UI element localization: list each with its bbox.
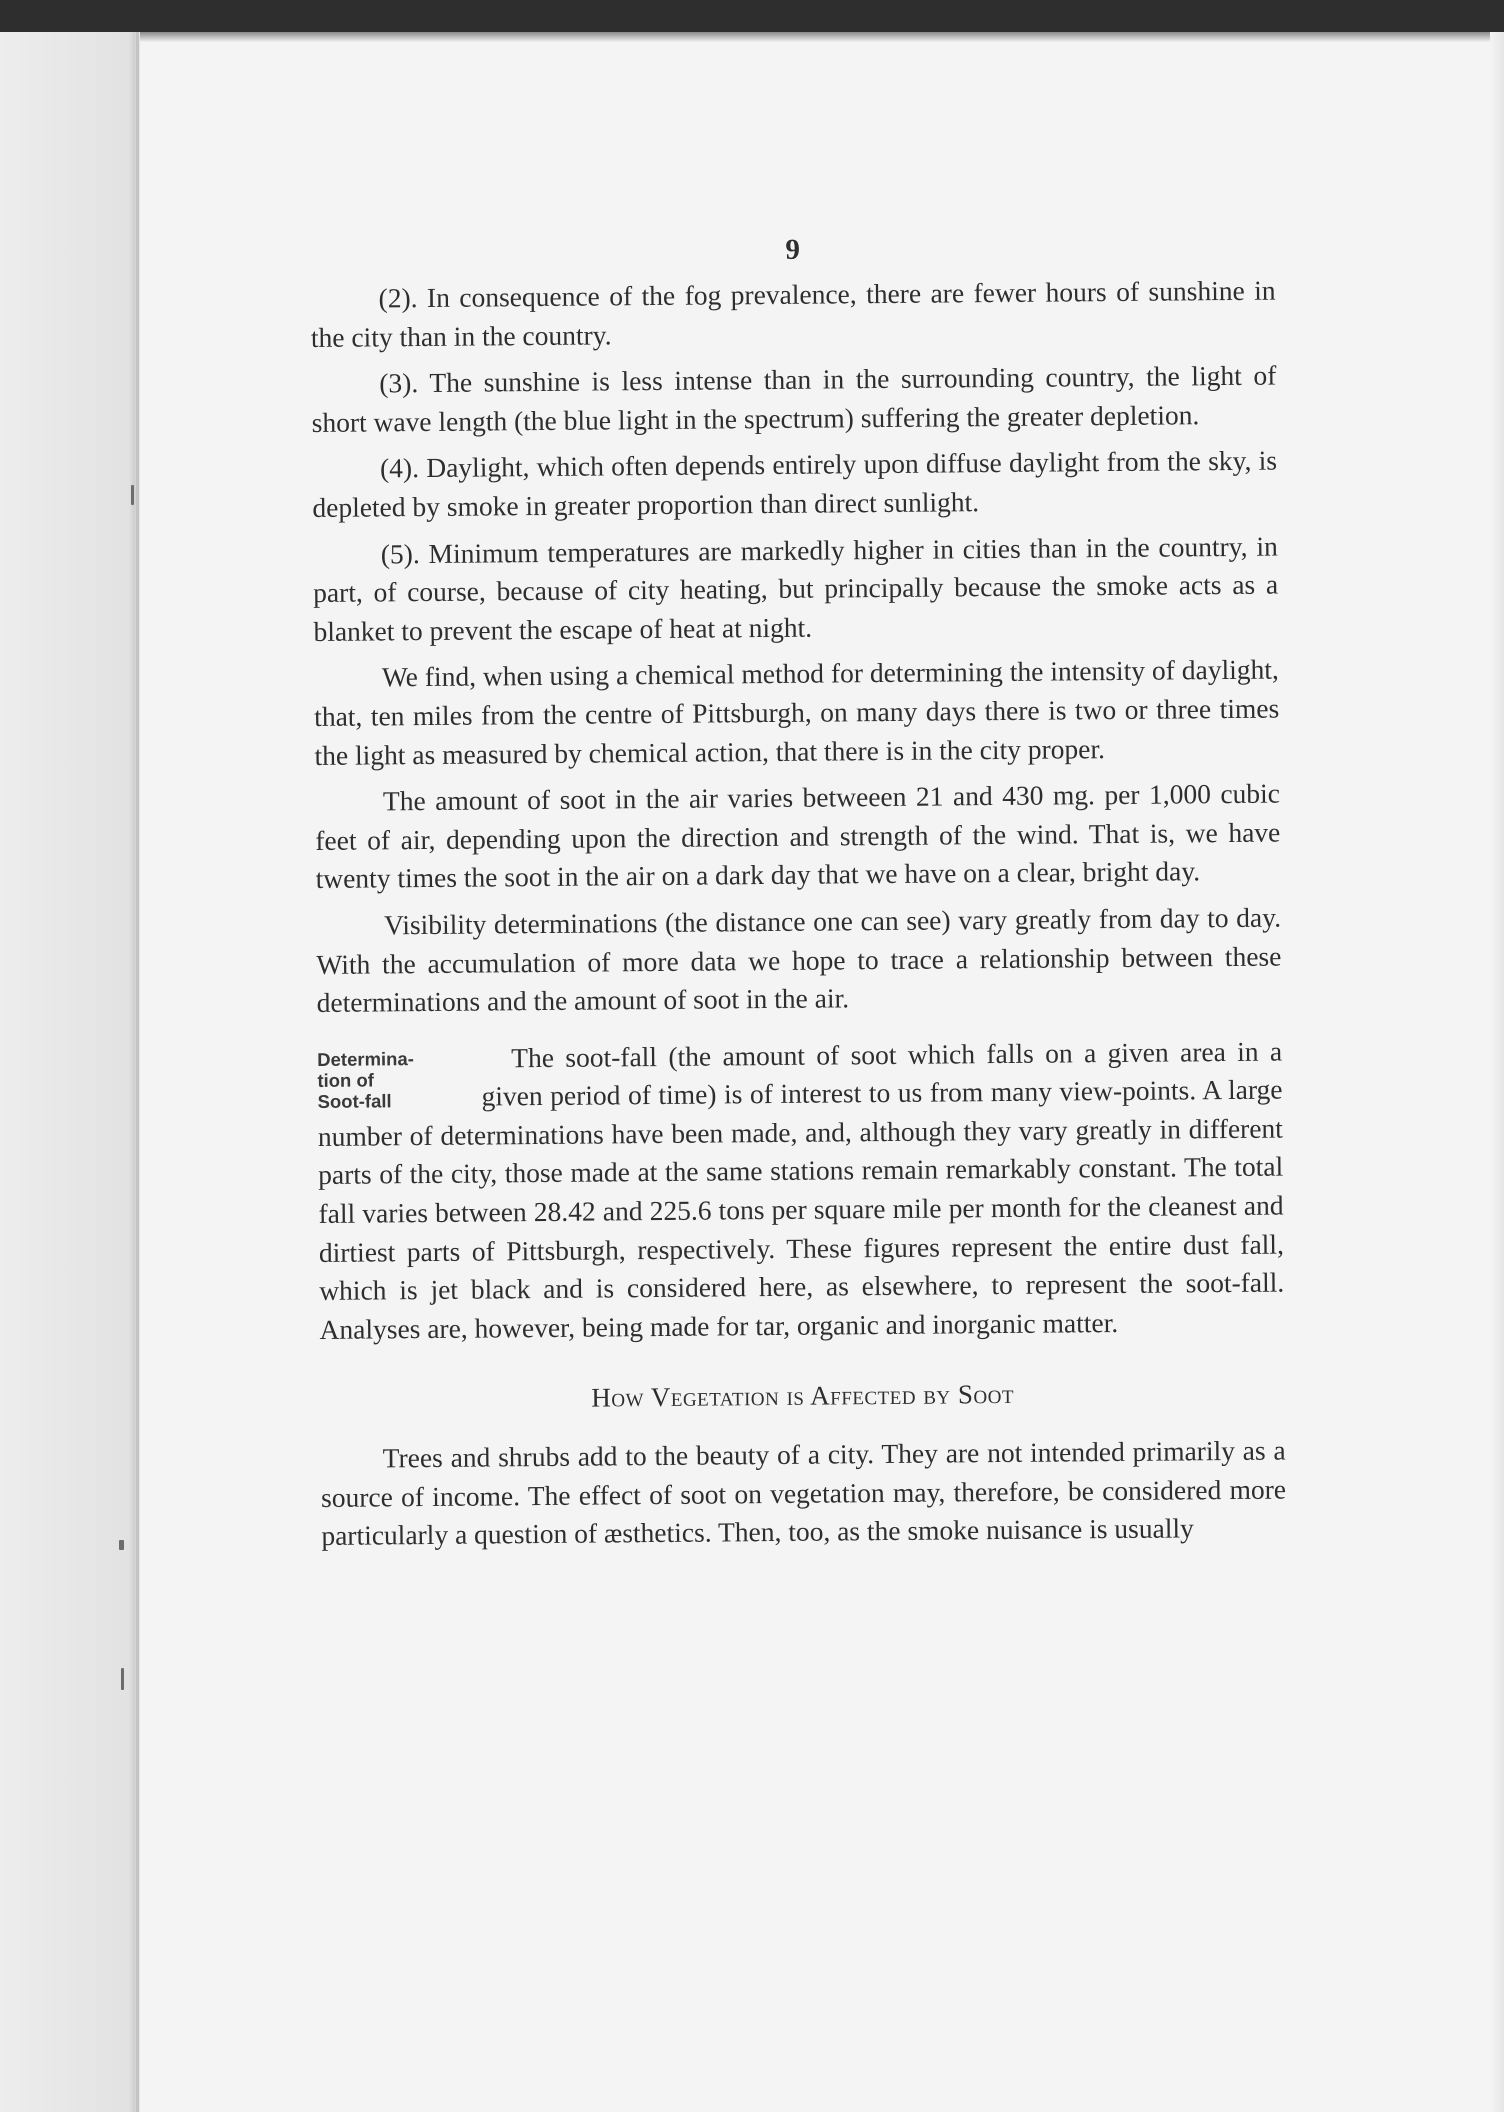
margin-speck	[121, 1668, 124, 1690]
paragraph-fewer-sunshine-hours: (2). In consequence of the fog prevalence, there are fewer hours of sunshine in the city than in the country.	[310, 274, 1276, 353]
page-content	[310, 224, 1287, 1564]
paragraph-sunshine-intensity: (3). The sunshine is less intense than in the surrounding country, the light of short wave length (the blue light in the spectrum) suffering the greater depletion.	[311, 359, 1277, 438]
binding-gutter	[0, 32, 140, 2112]
paragraph-soot-amount: The amount of soot in the air varies betweeen 21 and 430 mg. per 1,000 cubic feet of air, depending upon the direction and strength of the wind. That is, we have twenty times the soot in the air on a dark day that we have on a clear, bright day.	[315, 777, 1281, 895]
page-number: 9	[785, 233, 801, 266]
paragraph-daylight-depletion: (4). Daylight, which often depends entirely upon diffuse daylight from the sky, is depleted by smoke in greater proportion than direct sunlight.	[312, 444, 1278, 523]
margin-note: Determina- tion of Soot-fall	[317, 1047, 414, 1112]
paragraph-vegetation: Trees and shrubs add to the beauty of a city. They are not intended primarily as a source of income. The effect of soot on vegetation may, therefore, be considered more particularly a question of æsthetics. Then, too, as the smoke nuisance is usually	[320, 1434, 1287, 1552]
soot-fall-section	[317, 1032, 1285, 1349]
paragraph-soot-fall: The soot-fall (the amount of soot which falls on a given area in a given period of time) is of interest to us from many view-points. A large number of determinations have been made, and, although they vary greatly in different parts of the city, those made at the same stations remain remarkably constant. The total fall varies between 28.42 and 225.6 tons per square mile per month for the cleanest and dirtiest parts of Pittsburgh, respectively. These figures represent the entire dust fall, which is jet black and is considered here, as elsewhere, to represent the soot-fall. Analyses are, however, being made for tar, organic and inorganic matter.	[317, 1035, 1285, 1345]
paragraph-minimum-temperatures: (5). Minimum temperatures are markedly higher in cities than in the country, in part, of course, because of city heating, but principally because the smoke acts as a blanket to prevent the escape of heat at night.	[313, 530, 1279, 647]
margin-speck	[131, 485, 134, 505]
page-fold-line	[136, 32, 139, 2112]
page-right-edge	[1490, 32, 1504, 2112]
scanner-top-shadow	[0, 0, 1504, 32]
section-heading: How Vegetation is Affected by Soot	[591, 1379, 1015, 1414]
paragraph-daylight-chemical-method: We find, when using a chemical method for determining the intensity of daylight, that, ten miles from the centre of Pittsburgh, on many days there is two or three times the light as measured by chemical action, that there is in the city proper.	[314, 653, 1280, 771]
vegetation-section	[321, 1432, 1287, 1556]
margin-speck	[119, 1540, 124, 1550]
paragraph-visibility: Visibility determinations (the distance one can see) vary greatly from day to day. With the accumulation of more data we hope to trace a relationship between these determinations and the amount of soot in the air.	[316, 901, 1282, 1019]
scanner-shadow-fade	[0, 32, 1504, 42]
